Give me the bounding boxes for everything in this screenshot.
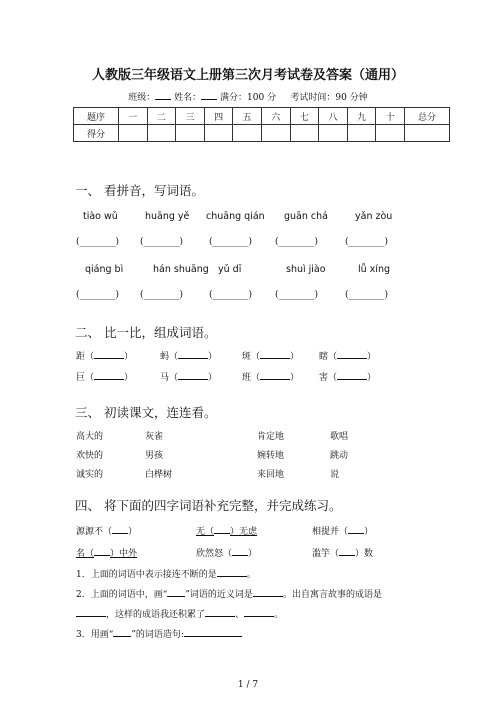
page-title: 人教版三年级语文上册第三次月考试卷及答案（通用） [91,68,404,83]
score-cell: 六 [261,108,290,125]
score-input[interactable] [290,125,319,142]
answer-blank[interactable]: (________) [140,237,184,247]
pinyin-item: huāng yě [145,211,190,222]
compare-item[interactable]: 蚂（ ） [160,349,217,362]
full-score: 满分：100 分 [220,93,277,103]
section-4-heading: 四、 将下面的四字词语补充完整，并完成练习。 [75,498,342,513]
compare-item[interactable]: 斑（ ） [242,349,299,362]
pinyin-item: guān chá [284,211,328,222]
class-blank [155,91,171,100]
answer-blank[interactable]: (________) [345,290,389,300]
score-input[interactable] [376,125,405,142]
name-blank [201,91,217,100]
compare-item[interactable]: 班（ ） [242,370,299,383]
pinyin-item: qiáng bì [85,264,124,275]
score-cell: 题序 [74,108,119,125]
idiom-item[interactable]: 无（ ）无虑 [196,524,257,537]
answer-blank[interactable]: (________) [275,237,319,247]
exam-time: 考试时间：90 分钟 [290,93,368,103]
answer-blank[interactable]: (________) [209,290,253,300]
match-word[interactable]: 婉转地 [257,451,285,461]
match-word[interactable]: 跳动 [330,451,349,461]
score-cell: 总分 [405,108,450,125]
score-cell: 七 [290,108,319,125]
score-input[interactable] [233,125,262,142]
pinyin-item: lǚ xíng [358,264,390,275]
question-3[interactable]: 3．用画“ ”的词语造句: [76,627,242,640]
compare-item[interactable]: 瞎（ ） [319,349,376,362]
idiom-item[interactable]: 滥竽（ ）数 [312,546,373,559]
match-word[interactable]: 高大的 [76,432,104,442]
score-row-label: 得分 [74,125,119,142]
match-word[interactable]: 欢快的 [76,451,104,461]
match-word[interactable]: 说 [330,470,340,480]
score-cell: 一 [119,108,148,125]
section-3-heading: 三、 初读课文，连连看。 [75,405,217,420]
match-word[interactable]: 白桦树 [145,470,173,480]
idiom-item[interactable]: 名（ ）中外 [76,546,137,559]
score-table [73,107,450,142]
score-input[interactable] [119,125,148,142]
answer-blank[interactable]: (________) [209,237,253,247]
compare-item[interactable]: 害（ ） [319,370,376,383]
score-cell: 九 [347,108,376,125]
match-word[interactable]: 灰雀 [145,432,164,442]
pinyin-item: tiào wǔ [83,211,118,222]
name-label: 姓名： [174,93,202,103]
pinyin-item: hán shuāng [153,264,209,275]
match-word[interactable]: 男孩 [145,451,164,461]
answer-blank[interactable]: (________) [76,237,120,247]
match-word[interactable]: 诚实的 [76,470,104,480]
score-cell: 二 [147,108,176,125]
pinyin-item: yǎn zòu [355,211,393,222]
compare-item[interactable]: 巨（ ） [76,370,133,383]
score-input[interactable] [261,125,290,142]
pinyin-item: yǔ dī [218,264,242,275]
score-input[interactable] [147,125,176,142]
score-input[interactable] [405,125,450,142]
score-table-score-row [74,125,450,142]
class-label: 班级： [128,93,156,103]
score-input[interactable] [204,125,233,142]
score-cell: 四 [204,108,233,125]
question-2[interactable]: 2．上面的词语中，画“ ”词语的近义词是 。出自寓言故事的成语是 [76,587,382,600]
score-input[interactable] [347,125,376,142]
idiom-item[interactable]: 相提并（ ） [312,524,373,537]
match-word[interactable]: 来回地 [257,470,285,480]
match-word[interactable]: 肯定地 [257,432,285,442]
score-input[interactable] [319,125,348,142]
compare-item[interactable]: 距（ ） [76,349,133,362]
answer-blank[interactable]: (________) [345,237,389,247]
idiom-item[interactable]: 欣然怒（ ） [196,546,257,559]
score-cell: 八 [319,108,348,125]
answer-blank[interactable]: (________) [76,290,120,300]
answer-blank[interactable]: (________) [275,290,319,300]
exam-info [0,90,496,103]
pinyin-item: chuāng qián [206,211,265,222]
pinyin-item: shuì jiào [286,264,326,275]
page-number: 1 / 7 [237,680,259,690]
score-table-header-row [74,108,450,125]
score-cell: 三 [176,108,205,125]
answer-blank[interactable]: (________) [140,290,184,300]
idiom-item[interactable]: 源源不（ ） [76,524,137,537]
score-cell: 五 [233,108,262,125]
section-1-heading: 一、 看拼音，写词语。 [75,183,204,198]
match-word[interactable]: 歌唱 [330,432,349,442]
question-2-continued[interactable]: ，这样的成语我还积累了 、 。 [76,607,283,620]
section-2-heading: 二、 比一比，组成词语。 [75,325,217,340]
score-input[interactable] [176,125,205,142]
compare-item[interactable]: 马（ ） [160,370,217,383]
score-cell: 十 [376,108,405,125]
question-1[interactable]: 1．上面的词语中表示接连不断的是 。 [76,567,256,580]
